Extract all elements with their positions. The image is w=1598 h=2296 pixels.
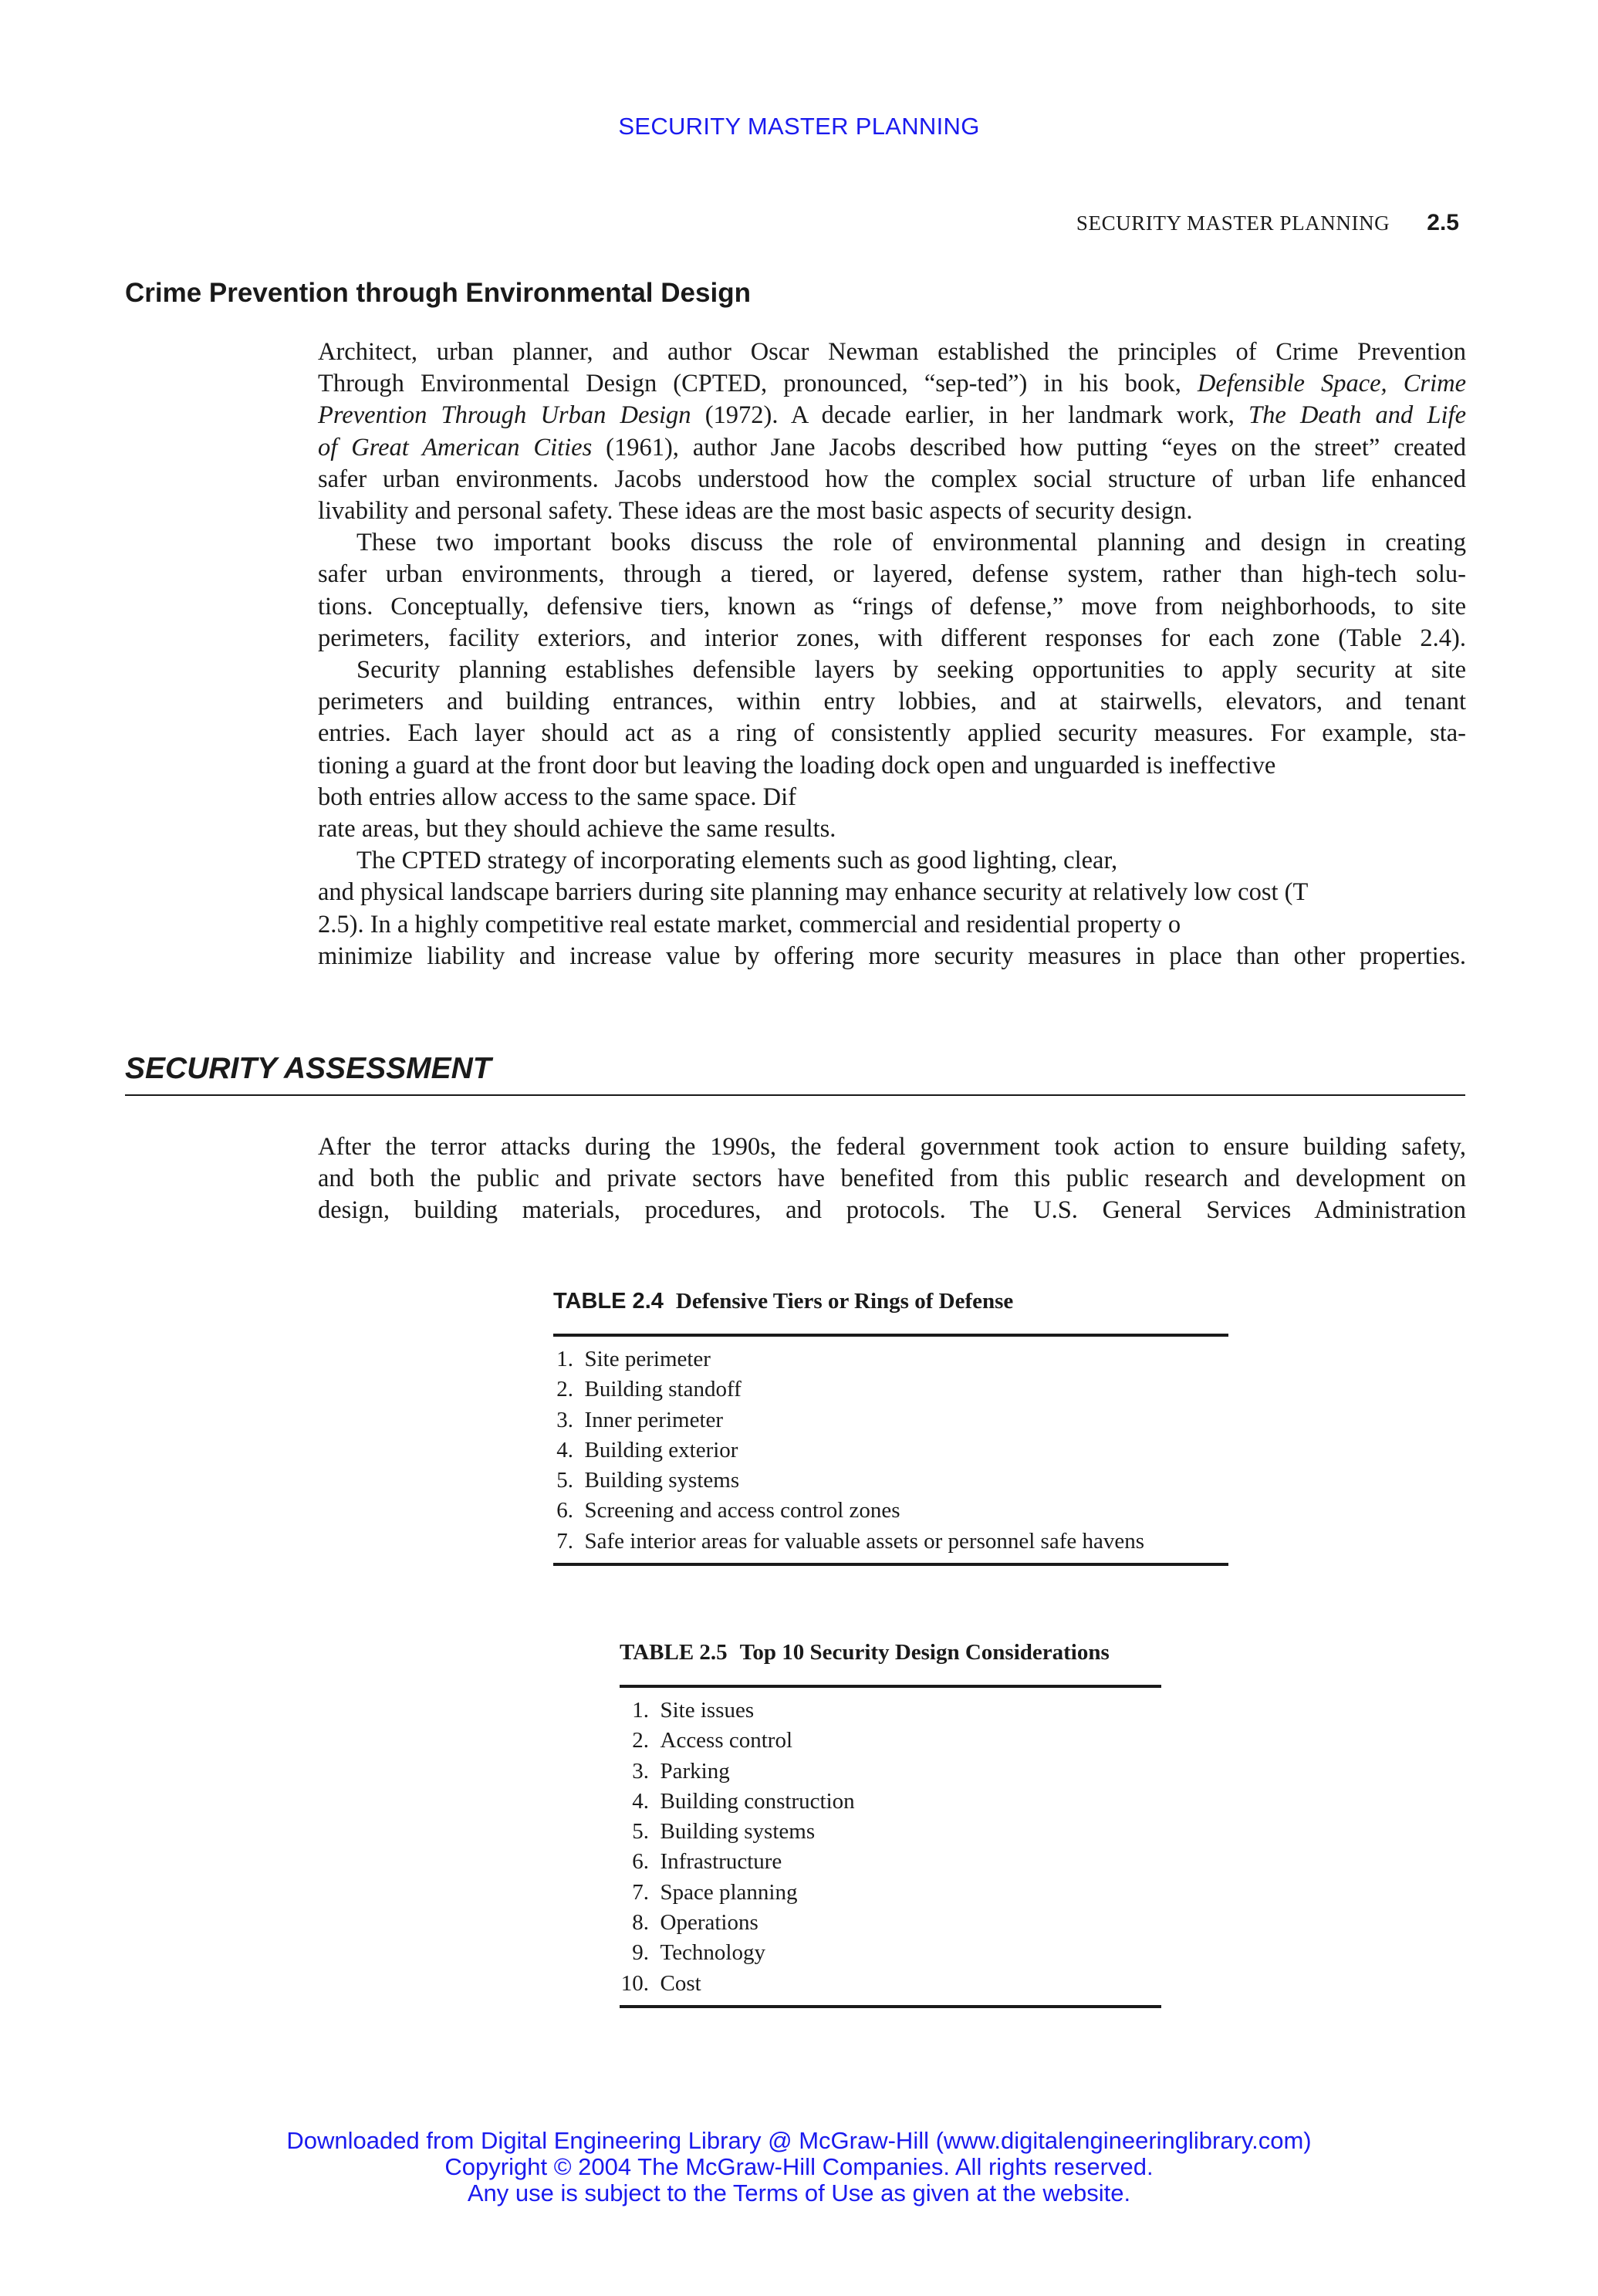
body-line: perimeters, facility exteriors, and interior zones, with different responses for each zone (Table 2.4). xyxy=(318,624,1466,652)
cpted-heading: Crime Prevention through Environmental Design xyxy=(125,278,751,308)
body-line: both entries allow access to the same space. Dif xyxy=(318,783,796,811)
body-line: perimeters and building entrances, within entry lobbies, and at stairwells, elevators, and tenant xyxy=(318,688,1466,716)
body-line: safer urban environments. Jacobs understood how the complex social structure of urban life enhanced xyxy=(318,465,1466,493)
list-item: 7. Space planning xyxy=(632,1879,798,1905)
table-caption: Defensive Tiers or Rings of Defense xyxy=(675,1289,1014,1314)
body-line: Through Environmental Design (CPTED, pronounced, “sep-ted”) in his book, Defensible Space, Crime xyxy=(318,370,1466,398)
list-item: 7. Safe interior areas for valuable assets or personnel safe havens xyxy=(556,1528,1145,1554)
assessment-body xyxy=(318,1131,1466,1227)
list-item: 10. Cost xyxy=(620,1970,701,1996)
body-line: minimize liability and increase value by offering more security measures in place than other properties. xyxy=(318,942,1466,970)
list-item: 4. Building construction xyxy=(632,1788,855,1814)
body-line: and both the public and private sectors have benefited from this public research and development on xyxy=(318,1165,1466,1193)
list-item: 3. Inner perimeter xyxy=(556,1407,724,1432)
footer-terms-line: Any use is subject to the Terms of Use as given at the website. xyxy=(467,2179,1131,2206)
list-item: 1. Site issues xyxy=(632,1698,755,1723)
body-line: tioning a guard at the front door but leaving the loading dock open and unguarded is ineffective xyxy=(318,751,1276,779)
table-top-rule xyxy=(553,1334,1228,1337)
table-bottom-rule xyxy=(553,1563,1228,1566)
footer-download-line: Downloaded from Digital Engineering Library @ McGraw-Hill (www.digitalengineeringlibrary.com) xyxy=(286,2127,1312,2154)
page-number: 2.5 xyxy=(1427,210,1459,235)
footer-copyright-line: Copyright © 2004 The McGraw-Hill Companies. All rights reserved. xyxy=(444,2153,1154,2180)
table-caption: Top 10 Security Design Considerations xyxy=(739,1640,1110,1665)
list-item: 1. Site perimeter xyxy=(556,1347,711,1371)
section-heading: SECURITY ASSESSMENT xyxy=(125,1052,492,1085)
body-line: Prevention Through Urban Design (1972). A decade earlier, in her landmark work, The Death and Life xyxy=(318,401,1466,430)
table-list xyxy=(620,1696,1161,1999)
table-2-4 xyxy=(553,1289,1228,1566)
list-item: 3. Parking xyxy=(632,1758,730,1784)
body-line: rate areas, but they should achieve the same results. xyxy=(318,815,836,844)
table-label: TABLE 2.5 xyxy=(620,1640,728,1665)
body-line: tions. Conceptually, defensive tiers, known as “rings of defense,” move from neighborhoods, to site xyxy=(318,592,1466,620)
body-line: After the terror attacks during the 1990s, the federal government took action to ensure building safety, xyxy=(318,1133,1466,1161)
list-item: 6. Infrastructure xyxy=(632,1849,782,1875)
body-line: livability and personal safety. These ideas are the most basic aspects of security design. xyxy=(318,497,1193,526)
table-top-rule xyxy=(620,1685,1161,1688)
top-banner: SECURITY MASTER PLANNING xyxy=(618,113,980,140)
list-item: 6. Screening and access control zones xyxy=(556,1498,900,1523)
table-bottom-rule xyxy=(620,2005,1161,2008)
body-line: These two important books discuss the role of environmental planning and design in creating xyxy=(356,529,1466,557)
table-2-5 xyxy=(620,1640,1161,2008)
body-line: of Great American Cities (1961), author Jane Jacobs described how putting “eyes on the street” created xyxy=(318,433,1466,462)
cpted-body xyxy=(318,336,1466,972)
list-item: 5. Building systems xyxy=(632,1819,816,1845)
list-item: 4. Building exterior xyxy=(556,1437,738,1462)
section-rule xyxy=(125,1094,1465,1096)
body-line: design, building materials, procedures, and protocols. The U.S. General Services Administration xyxy=(318,1196,1466,1225)
body-line: and physical landscape barriers during site planning may enhance security at relatively low cost (T xyxy=(318,878,1309,907)
list-item: 2. Building standoff xyxy=(556,1377,742,1402)
table-title xyxy=(553,1289,1228,1314)
list-item: 9. Technology xyxy=(632,1940,765,1966)
running-head-title: SECURITY MASTER PLANNING xyxy=(1076,211,1390,235)
table-list xyxy=(553,1344,1228,1557)
list-item: 2. Access control xyxy=(632,1728,793,1753)
footer xyxy=(0,2128,1598,2206)
body-line: entries. Each layer should act as a ring of consistently applied security measures. For example, sta- xyxy=(318,719,1466,748)
list-item: 5. Building systems xyxy=(556,1468,740,1493)
running-head xyxy=(1076,210,1459,236)
body-line: The CPTED strategy of incorporating elements such as good lighting, clear, xyxy=(356,847,1118,875)
body-line: safer urban environments, through a tiered, or layered, defense system, rather than high-tech solu- xyxy=(318,560,1466,589)
body-line: Architect, urban planner, and author Oscar Newman established the principles of Crime Prevention xyxy=(318,338,1466,366)
table-label: TABLE 2.4 xyxy=(553,1289,664,1314)
list-item: 8. Operations xyxy=(632,1910,758,1936)
body-line: 2.5). In a highly competitive real estate market, commercial and residential property o xyxy=(318,910,1181,938)
table-title xyxy=(620,1640,1161,1665)
body-line: Security planning establishes defensible layers by seeking opportunities to apply security at site xyxy=(356,656,1466,685)
